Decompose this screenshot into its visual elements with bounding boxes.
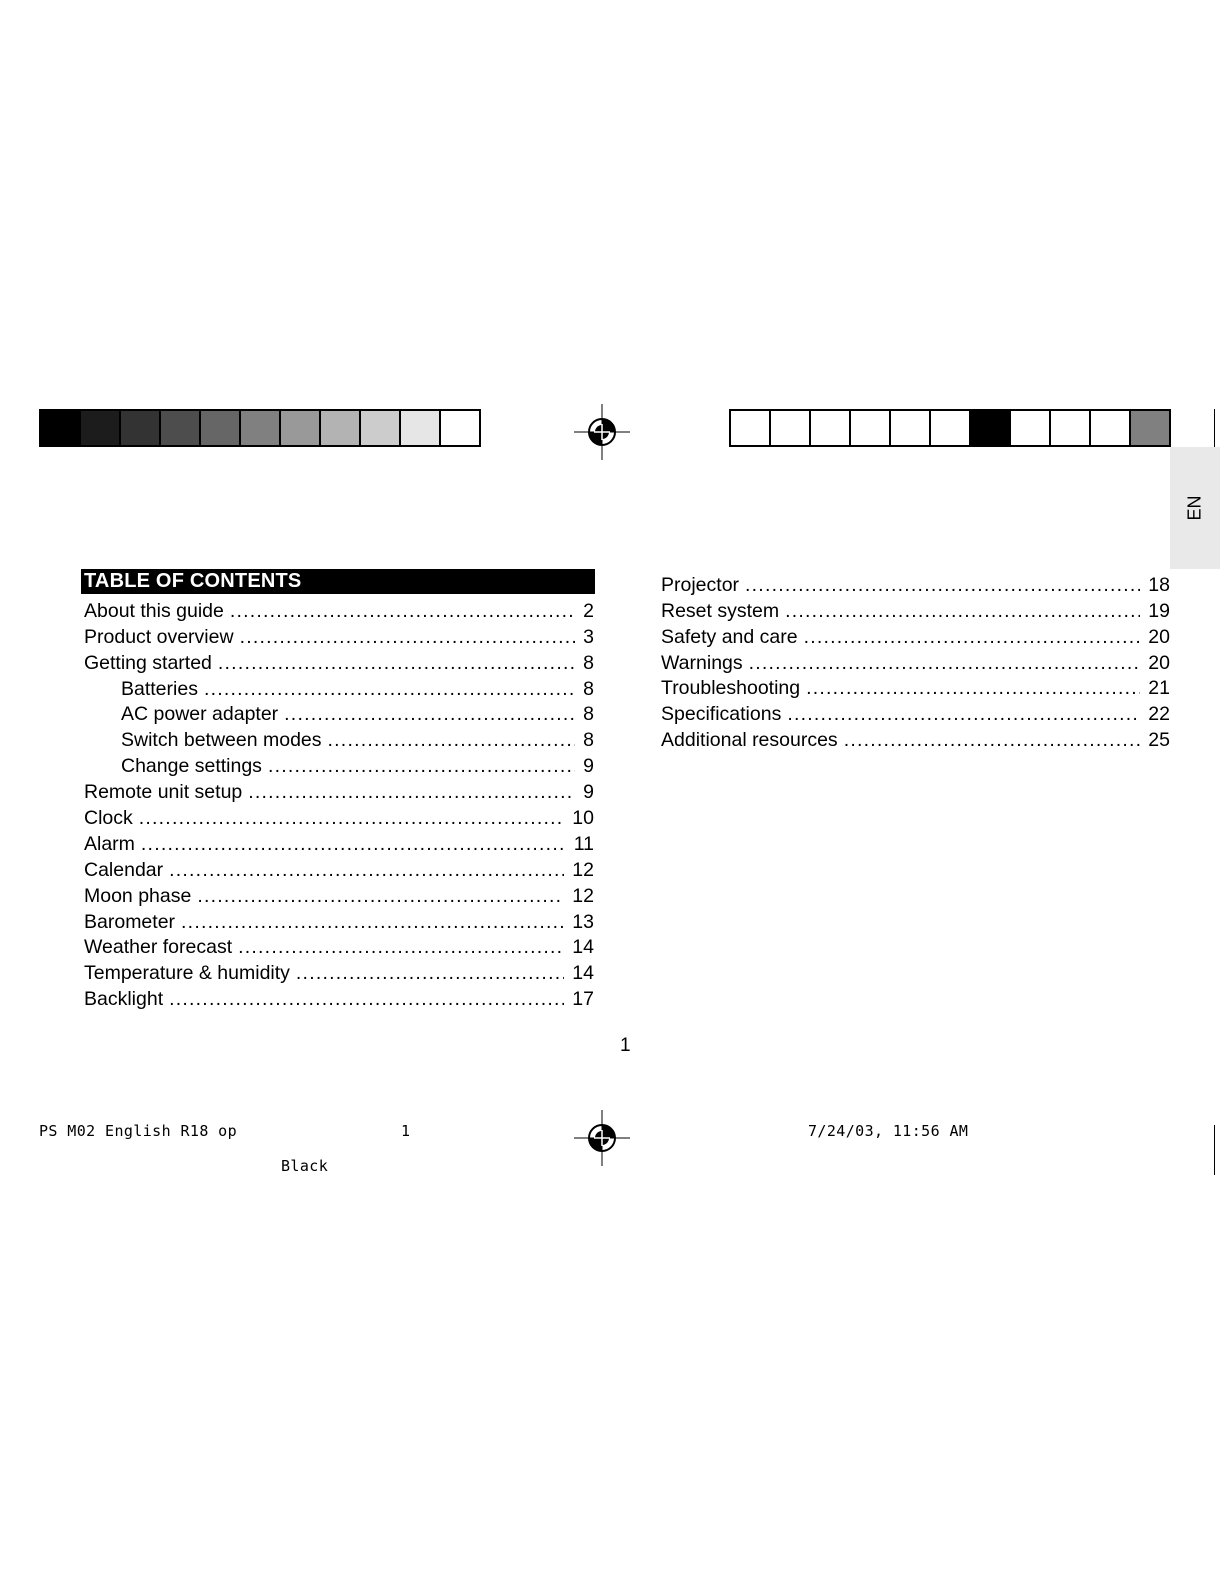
toc-dot-leader (218, 652, 575, 674)
toc-dot-leader (169, 859, 564, 881)
color-swatch (1051, 411, 1089, 445)
toc-dot-leader (197, 885, 564, 907)
toc-entry[interactable] (84, 622, 594, 648)
toc-entry-page: 12 (572, 858, 594, 881)
toc-entry-title: AC power adapter (121, 703, 279, 726)
toc-entry[interactable] (661, 699, 1170, 725)
toc-entry-title: About this guide (84, 599, 224, 622)
toc-entry-page: 8 (583, 651, 594, 674)
toc-entry-page: 21 (1148, 677, 1170, 700)
toc-list-left (84, 596, 594, 1010)
language-tab-label: EN (1184, 495, 1205, 521)
toc-entry-title: Troubleshooting (661, 677, 801, 700)
toc-dot-leader (181, 911, 564, 933)
toc-entry[interactable] (661, 622, 1170, 648)
toc-entry-title: Safety and care (661, 625, 798, 648)
toc-entry-page: 8 (583, 703, 594, 726)
toc-heading: TABLE OF CONTENTS (81, 569, 595, 594)
toc-dot-leader (284, 703, 575, 725)
color-swatch (321, 411, 359, 445)
toc-entry-title: Product overview (84, 625, 234, 648)
color-swatch (1091, 411, 1129, 445)
color-swatch (971, 411, 1009, 445)
toc-entry-title: Moon phase (84, 884, 192, 907)
color-swatch (121, 411, 159, 445)
toc-dot-leader (204, 678, 575, 700)
registration-mark-icon (574, 404, 630, 460)
toc-entry[interactable] (84, 777, 594, 803)
toc-entry-title: Getting started (84, 651, 212, 674)
toc-dot-leader (844, 729, 1141, 751)
toc-entry-title: Change settings (121, 755, 262, 778)
toc-entry-page: 20 (1148, 651, 1170, 674)
toc-dot-leader (139, 807, 565, 829)
slug-page: 1 (401, 1122, 411, 1140)
toc-entry-page: 9 (583, 781, 594, 804)
toc-entry[interactable] (84, 984, 594, 1010)
color-swatch (811, 411, 849, 445)
toc-entry-page: 14 (572, 962, 594, 985)
page-number: 1 (620, 1035, 631, 1056)
toc-entry-title: Specifications (661, 703, 782, 726)
color-swatch (771, 411, 809, 445)
color-swatch (931, 411, 969, 445)
toc-dot-leader (804, 626, 1141, 648)
toc-entry-page: 8 (583, 677, 594, 700)
toc-entry[interactable] (661, 570, 1170, 596)
toc-entry-title: Temperature & humidity (84, 962, 290, 985)
toc-dot-leader (787, 703, 1140, 725)
slug-plate: Black (281, 1157, 329, 1175)
toc-entry[interactable] (84, 881, 594, 907)
language-tab (1170, 447, 1220, 569)
toc-entry-page: 2 (583, 599, 594, 622)
toc-dot-leader (296, 962, 564, 984)
toc-entry-title: Barometer (84, 910, 176, 933)
toc-dot-leader (785, 600, 1140, 622)
color-swatch (851, 411, 889, 445)
toc-entry-page: 9 (583, 755, 594, 778)
toc-entry-page: 19 (1148, 599, 1170, 622)
color-swatch (201, 411, 239, 445)
color-swatch (281, 411, 319, 445)
trim-mark (1214, 1125, 1215, 1175)
toc-dot-leader (806, 677, 1140, 699)
color-swatch (1131, 411, 1169, 445)
grayscale-color-bar (39, 409, 481, 447)
toc-entry[interactable] (84, 674, 594, 700)
toc-entry-title: Remote unit setup (84, 781, 243, 804)
toc-entry-title: Reset system (661, 599, 780, 622)
toc-entry-page: 17 (572, 988, 594, 1011)
color-swatch (241, 411, 279, 445)
toc-entry-title: Calendar (84, 858, 164, 881)
color-swatch (441, 411, 479, 445)
toc-dot-leader (240, 626, 576, 648)
color-swatch (731, 411, 769, 445)
toc-entry[interactable] (661, 596, 1170, 622)
toc-entry-page: 8 (583, 729, 594, 752)
indicator-color-bar (729, 409, 1171, 447)
color-swatch (361, 411, 399, 445)
toc-entry[interactable] (84, 725, 594, 751)
color-swatch (1011, 411, 1049, 445)
toc-entry-title: Clock (84, 807, 133, 830)
color-swatch (891, 411, 929, 445)
toc-entry-page: 12 (572, 884, 594, 907)
toc-entry[interactable] (84, 958, 594, 984)
toc-entry-title: Weather forecast (84, 936, 233, 959)
toc-dot-leader (268, 755, 575, 777)
toc-dot-leader (749, 652, 1141, 674)
toc-entry-page: 25 (1148, 729, 1170, 752)
toc-entry-page: 18 (1148, 573, 1170, 596)
toc-entry[interactable] (661, 674, 1170, 700)
color-swatch (401, 411, 439, 445)
toc-entry-page: 14 (572, 936, 594, 959)
toc-dot-leader (169, 988, 564, 1010)
registration-mark-icon (574, 1110, 630, 1166)
toc-entry-title: Warnings (661, 651, 743, 674)
toc-entry-title: Additional resources (661, 729, 838, 752)
toc-entry[interactable] (661, 725, 1170, 751)
toc-dot-leader (248, 781, 575, 803)
toc-dot-leader (328, 729, 576, 751)
toc-entry-title: Switch between modes (121, 729, 322, 752)
toc-entry[interactable] (84, 751, 594, 777)
toc-entry-page: 20 (1148, 625, 1170, 648)
toc-entry[interactable] (84, 855, 594, 881)
toc-entry-page: 13 (572, 910, 594, 933)
toc-entry-title: Projector (661, 573, 740, 596)
toc-entry-page: 3 (583, 625, 594, 648)
toc-dot-leader (141, 833, 566, 855)
toc-entry[interactable] (84, 596, 594, 622)
toc-entry[interactable] (84, 803, 594, 829)
toc-entry-page: 10 (572, 807, 594, 830)
toc-entry-title: Alarm (84, 832, 135, 855)
toc-entry[interactable] (661, 648, 1170, 674)
toc-entry[interactable] (84, 700, 594, 726)
toc-entry-page: 22 (1148, 703, 1170, 726)
color-swatch (161, 411, 199, 445)
toc-entry[interactable] (84, 648, 594, 674)
toc-dot-leader (230, 600, 575, 622)
toc-entry[interactable] (84, 907, 594, 933)
toc-entry-page: 11 (573, 832, 594, 855)
toc-dot-leader (745, 574, 1140, 596)
toc-entry[interactable] (84, 829, 594, 855)
color-swatch (41, 411, 79, 445)
toc-list-right (661, 570, 1170, 751)
toc-dot-leader (238, 936, 564, 958)
toc-entry[interactable] (84, 933, 594, 959)
toc-entry-title: Backlight (84, 988, 164, 1011)
slug-datetime: 7/24/03, 11:56 AM (808, 1122, 969, 1140)
slug-file: PS M02 English R18 op (39, 1122, 238, 1140)
color-swatch (81, 411, 119, 445)
toc-entry-title: Batteries (121, 677, 198, 700)
